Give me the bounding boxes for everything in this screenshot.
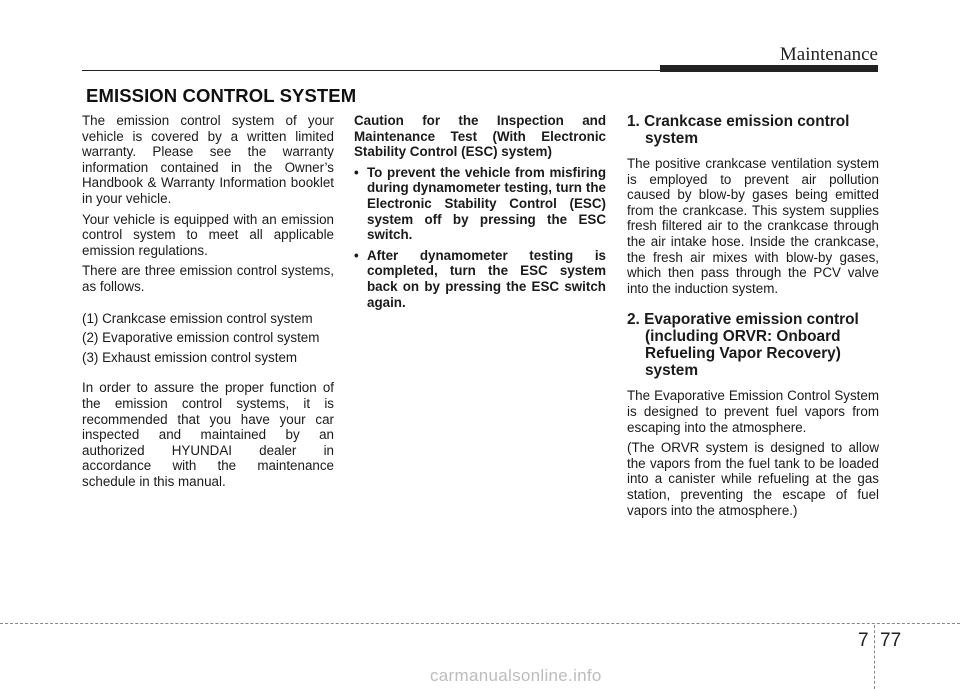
watermark: carmanualsonline.info xyxy=(430,666,602,685)
chapter-number: 7 xyxy=(858,630,869,651)
crankcase-paragraph: The positive crankcase ventilation system is employed to prevent air pollution caused by blow-by gases being emitted from the crankcase. This system supplies fresh filtered air to the crankcase through the air intake hose. Inside the crankcase, the fresh air mixes with blow-by gases, which then pass through the PCV valve into the induction system. xyxy=(627,156,879,296)
page-number: 77 xyxy=(880,630,902,651)
column-3 xyxy=(627,113,879,523)
caution-item-text: To prevent the vehicle from misfiring during dynamometer testing, turn the Electronic Stability Control (ESC) system off by pressing the ESC switch. xyxy=(367,164,606,243)
systems-count-paragraph: There are three emission control systems, as follows. xyxy=(82,263,334,294)
evaporative-paragraph: The Evaporative Emission Control System is designed to prevent fuel vapors from escaping into the atmosphere. xyxy=(627,388,879,435)
equipment-paragraph: Your vehicle is equipped with an emission control system to meet all applicable emission regulations. xyxy=(82,211,334,258)
caution-list xyxy=(354,165,606,310)
column-1 xyxy=(82,113,334,494)
evaporative-heading: 2. Evaporative emission control (including ORVR: Onboard Refueling Vapor Recovery) system xyxy=(627,311,859,380)
page-title: EMISSION CONTROL SYSTEM xyxy=(86,85,357,106)
system-list-item: (1) Crankcase emission control system xyxy=(82,310,313,326)
bullet-icon: • xyxy=(354,247,359,263)
caution-item xyxy=(354,165,606,243)
crankcase-heading: 1. Crankcase emission control system xyxy=(627,113,850,147)
footer-rule xyxy=(0,623,960,624)
bullet-icon: • xyxy=(354,164,359,180)
footer-divider xyxy=(874,625,875,689)
intro-paragraph: The emission control system of your vehicle is covered by a written limited warranty. Please see the warranty information contained in the Owner’s Handbook & Warranty Information booklet in your vehicle. xyxy=(82,113,334,206)
section-label: Maintenance xyxy=(779,44,878,65)
caution-item xyxy=(354,248,606,310)
system-list-item: (3) Exhaust emission control system xyxy=(82,349,298,365)
dealer-paragraph: In order to assure the proper function of the emission control systems, it is recommended that you have your car inspected and maintained by an authorized HYUNDAI dealer in accordance with the maintenance schedule in this manual. xyxy=(82,380,334,489)
orvr-paragraph: (The ORVR system is designed to allow the vapors from the fuel tank to be loaded into a canister while refueling at the gas station, preventing the escape of fuel vapors into the atmosphere.) xyxy=(627,440,879,518)
system-list-item: (2) Evaporative emission control system xyxy=(82,330,320,346)
header-bar xyxy=(660,65,878,72)
column-2 xyxy=(354,113,606,315)
caution-item-text: After dynamometer testing is completed, turn the ESC system back on by pressing the ESC switch again. xyxy=(367,247,606,310)
caution-heading: Caution for the Inspection and Maintenance Test (With Electronic Stability Control (ESC) system) xyxy=(354,113,606,160)
